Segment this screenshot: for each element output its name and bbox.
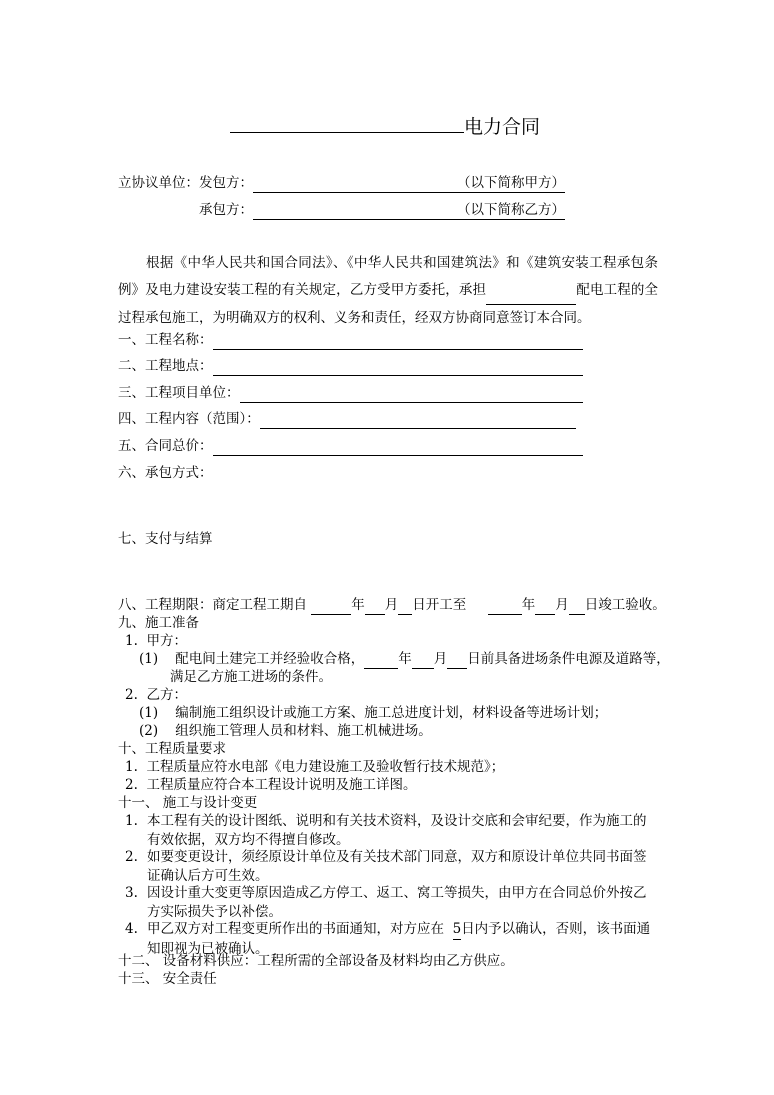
field-project-location: [118, 357, 583, 376]
item4-text: 日内予以确认，否则，该书面通知即视为已被确认。: [147, 921, 651, 957]
party-b-item-2: [139, 722, 432, 740]
issuer-line: [118, 174, 565, 193]
intro-part2: 配电工程的全过程承包施工，为明确双方的权利、义务和责任，经双方协商同意签订本合同。: [118, 282, 659, 326]
item4-text: 甲乙双方对工程变更所作出的书面通知，对方应在: [147, 921, 444, 937]
design-item-3-text: 因设计重大变更等原因造成乙方停工、返工、窝工等损失，由甲方在合同总价外按乙方实际损失予以补偿。: [147, 885, 647, 920]
year-label: 年: [351, 597, 365, 613]
start-year-blank[interactable]: [311, 596, 351, 615]
field-label: 三、工程项目单位：: [118, 385, 240, 401]
contractor-line: [199, 201, 565, 220]
end-label: 日竣工验收。: [584, 597, 666, 613]
section-payment: 七、支付与结算: [118, 531, 213, 547]
section-safety-heading: 十三、 安全责任: [118, 971, 217, 987]
intro-part1: 根据《中华人民共和国合同法》、《中华人民共和国建筑法》和《建筑安装工程承包条例》及电力建设安装工程的有关规定，乙方受甲方委托，承担: [118, 255, 658, 298]
end-month-blank[interactable]: [535, 596, 555, 615]
start-label: 日开工至: [412, 597, 467, 613]
section-materials: 十二、 设备材料供应：工程所需的全部设备及材料均由乙方供应。: [118, 953, 514, 969]
a1-month-blank[interactable]: [412, 650, 434, 669]
quality-item-1: [125, 758, 504, 776]
party-b-heading: [125, 686, 187, 704]
a1-year-blank[interactable]: [364, 650, 398, 669]
year-label: 年: [521, 597, 536, 613]
contractor-note: （以下简称乙方）: [453, 201, 565, 220]
field-label: 六、承包方式：: [118, 465, 213, 481]
month-label: 月: [384, 597, 399, 613]
quality-text: 工程质量应符合本工程设计说明及施工详图。: [146, 777, 417, 793]
intro-paragraph: [118, 250, 658, 332]
party-a-heading: [125, 632, 187, 650]
field-project-name: [118, 331, 583, 350]
duration-prefix: 八、工程期限：商定工程工期自: [118, 597, 307, 613]
field-blank[interactable]: [213, 437, 583, 456]
list-number: (1): [139, 705, 159, 721]
party-a-item-1-cont: 满足乙方施工进场的条件。: [170, 669, 332, 685]
title-blank[interactable]: [230, 112, 464, 133]
field-blank[interactable]: [260, 410, 576, 429]
section-duration: [118, 596, 666, 615]
list-number: 2.: [125, 687, 138, 703]
section-preparation-heading: 九、施工准备: [118, 615, 199, 631]
section-quality-heading: 十、工程质量要求: [118, 741, 226, 757]
start-month-blank[interactable]: [365, 596, 385, 615]
field-label: 二、工程地点：: [118, 358, 213, 374]
a1-text: 配电间土建完工并经验收合格，: [175, 651, 365, 667]
list-number: (2): [139, 723, 159, 739]
design-item-2-number: 2.: [125, 849, 138, 865]
quality-text: 工程质量应符水电部《电力建设施工及验收暂行技术规范》；: [146, 759, 505, 775]
confirm-days-value[interactable]: 5: [453, 920, 462, 940]
month-label: 月: [433, 651, 448, 667]
field-contract-price: [118, 437, 583, 456]
party-b-label: 乙方：: [146, 687, 187, 703]
issuer-note: （以下简称甲方）: [453, 174, 565, 193]
field-project-unit: [118, 384, 583, 403]
contractor-blank[interactable]: [253, 201, 453, 220]
party-a-item-1: [139, 650, 670, 669]
issuer-blank[interactable]: [253, 174, 453, 193]
design-item-1-text: 本工程有关的设计图纸、说明和有关技术资料，及设计交底和会审纪要，作为施工的有效依据，双方均不得擅自修改。: [147, 813, 647, 848]
a1-text: 日前具备进场条件电源及道路等，: [467, 651, 670, 667]
list-number: 1.: [125, 759, 138, 775]
list-number: 2.: [125, 777, 138, 793]
parties-label: 立协议单位：: [118, 175, 199, 191]
design-item-4-number: 4.: [125, 921, 138, 937]
list-number: (1): [139, 651, 159, 667]
field-blank[interactable]: [213, 357, 583, 376]
party-b-item-1: [139, 704, 607, 722]
issuer-label: 发包方：: [199, 175, 253, 191]
contract-title: [230, 112, 540, 140]
project-blank[interactable]: [486, 277, 576, 305]
start-day-blank[interactable]: [398, 596, 412, 615]
field-label: 四、工程内容（范围）：: [118, 411, 260, 427]
field-label: 一、工程名称：: [118, 332, 213, 348]
end-year-blank[interactable]: [488, 596, 522, 615]
design-item-3-number: 3.: [125, 885, 138, 901]
contractor-label: 承包方：: [199, 202, 253, 218]
month-label: 月: [555, 597, 569, 613]
section-design-change-heading: 十一、 施工与设计变更: [118, 795, 258, 811]
b2-text: 组织施工管理人员和材料、施工机械进场。: [175, 723, 432, 739]
end-day-blank[interactable]: [569, 596, 585, 615]
b1-text: 编制施工组织设计或施工方案、施工总进度计划，材料设备等进场计划；: [175, 705, 608, 721]
field-label: 五、合同总价：: [118, 438, 213, 454]
title-text: 电力合同: [464, 116, 541, 138]
party-a-label: 甲方：: [146, 633, 187, 649]
design-item-2-text: 如要变更设计，须经原设计单位及有关技术部门同意，双方和原设计单位共同书面签证确认后方可生效。: [147, 849, 647, 884]
a1-day-blank[interactable]: [447, 650, 467, 669]
design-item-1-number: 1.: [125, 813, 138, 829]
year-label: 年: [398, 651, 412, 667]
field-blank[interactable]: [213, 331, 583, 350]
field-contract-mode: [118, 464, 213, 482]
field-project-scope: [118, 410, 576, 429]
quality-item-2: [125, 776, 416, 794]
list-number: 1.: [125, 633, 138, 649]
field-blank[interactable]: [240, 384, 583, 403]
